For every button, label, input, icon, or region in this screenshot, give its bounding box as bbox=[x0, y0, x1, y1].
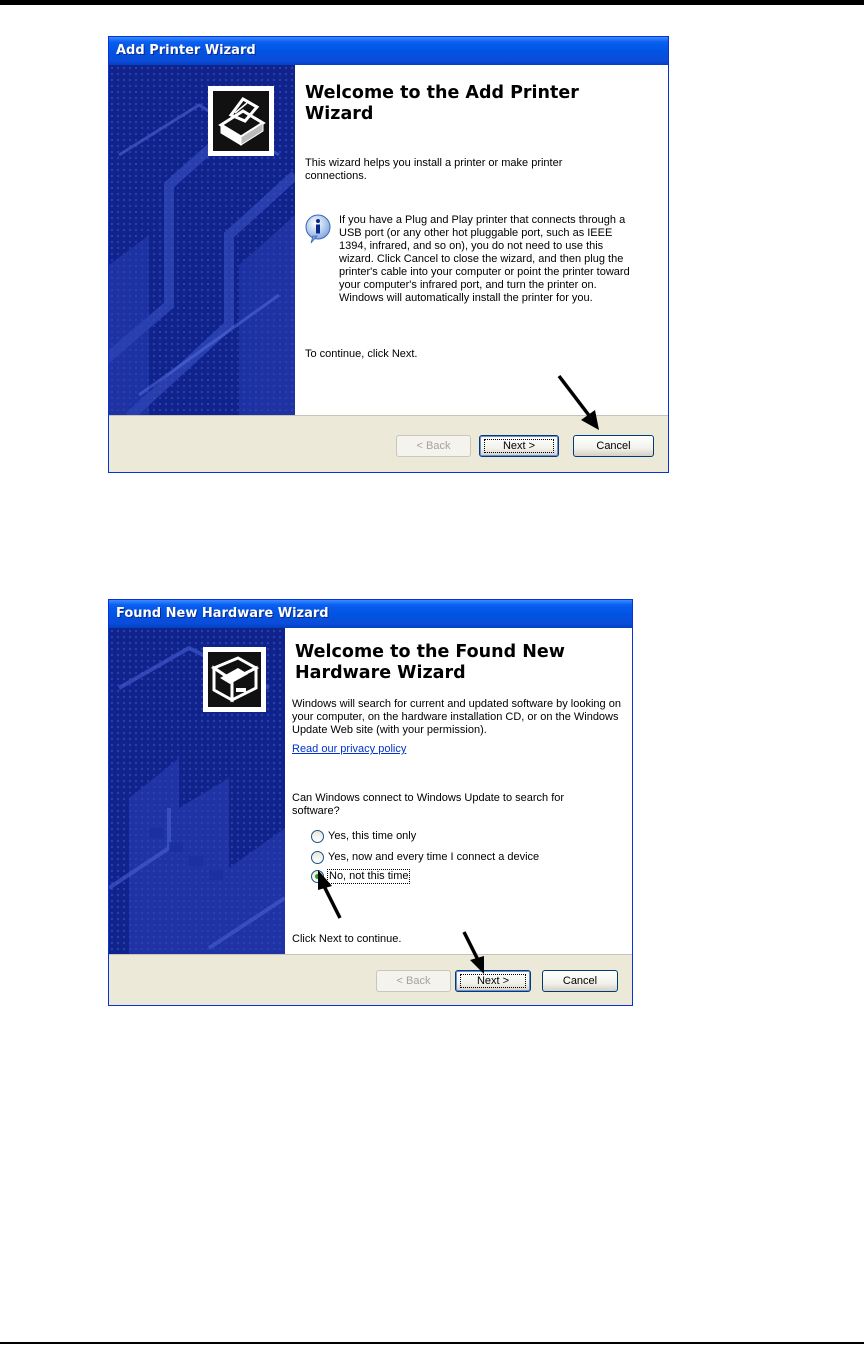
page-bottom-rule bbox=[0, 1342, 864, 1344]
wizard-intro: This wizard helps you install a printer or make printer connections. bbox=[305, 157, 563, 182]
next-button[interactable] bbox=[479, 435, 559, 457]
page-top-rule bbox=[0, 0, 864, 5]
arrow-pointer-icon bbox=[312, 866, 348, 922]
hardware-card-icon bbox=[203, 647, 266, 712]
radio-label: Yes, this time only bbox=[328, 830, 417, 842]
button-bar bbox=[109, 954, 632, 1005]
cancel-button-label: Cancel bbox=[596, 440, 631, 452]
radio-label: Yes, now and every time I connect a device bbox=[328, 851, 540, 863]
cancel-button[interactable] bbox=[542, 970, 618, 992]
back-button-label: < Back bbox=[396, 975, 431, 987]
radio-button[interactable] bbox=[311, 851, 324, 864]
cancel-button[interactable] bbox=[573, 435, 654, 457]
window-title: Add Printer Wizard bbox=[116, 43, 256, 58]
title-bar[interactable] bbox=[109, 600, 632, 628]
continue-text: Click Next to continue. bbox=[292, 933, 402, 945]
next-button-label: Next > bbox=[502, 440, 536, 452]
wizard-intro: Windows will search for current and updated software by looking on your computer, on the hardware installation CD, or on the Windows Update Web site (with your permission). bbox=[292, 698, 621, 736]
arrow-pointer-icon bbox=[458, 930, 492, 978]
window-title: Found New Hardware Wizard bbox=[116, 606, 329, 621]
next-button-label: Next > bbox=[476, 975, 510, 987]
continue-text: To continue, click Next. bbox=[305, 348, 418, 360]
radio-label: No, not this time bbox=[329, 870, 409, 882]
title-bar[interactable] bbox=[109, 37, 668, 65]
back-button[interactable] bbox=[376, 970, 451, 992]
found-new-hardware-wizard-window bbox=[108, 599, 633, 1006]
arrow-pointer-icon bbox=[555, 372, 605, 436]
privacy-policy-link[interactable]: Read our privacy policy bbox=[292, 743, 407, 755]
info-icon bbox=[305, 214, 331, 240]
update-question: Can Windows connect to Windows Update to search for software? bbox=[292, 792, 565, 817]
info-text: If you have a Plug and Play printer that connects through a USB port (or any other hot pluggable port, such as IEEE 1394, infrared, and so on), you do not need to use this wizard. Click Cancel to close the wizard, and then plug the printer's cable into your computer or point the printer toward your computer's infrared port, and turn the printer on. Windows will automatically install the printer for you. bbox=[339, 214, 630, 304]
back-button-label: < Back bbox=[416, 440, 451, 452]
wizard-heading: Welcome to the Found New Hardware Wizard bbox=[295, 642, 565, 683]
printer-icon bbox=[208, 86, 274, 156]
cancel-button-label: Cancel bbox=[562, 975, 598, 987]
wizard-heading: Welcome to the Add Printer Wizard bbox=[305, 83, 579, 124]
back-button[interactable] bbox=[396, 435, 471, 457]
wizard-content bbox=[295, 65, 668, 417]
radio-button[interactable] bbox=[311, 830, 324, 843]
